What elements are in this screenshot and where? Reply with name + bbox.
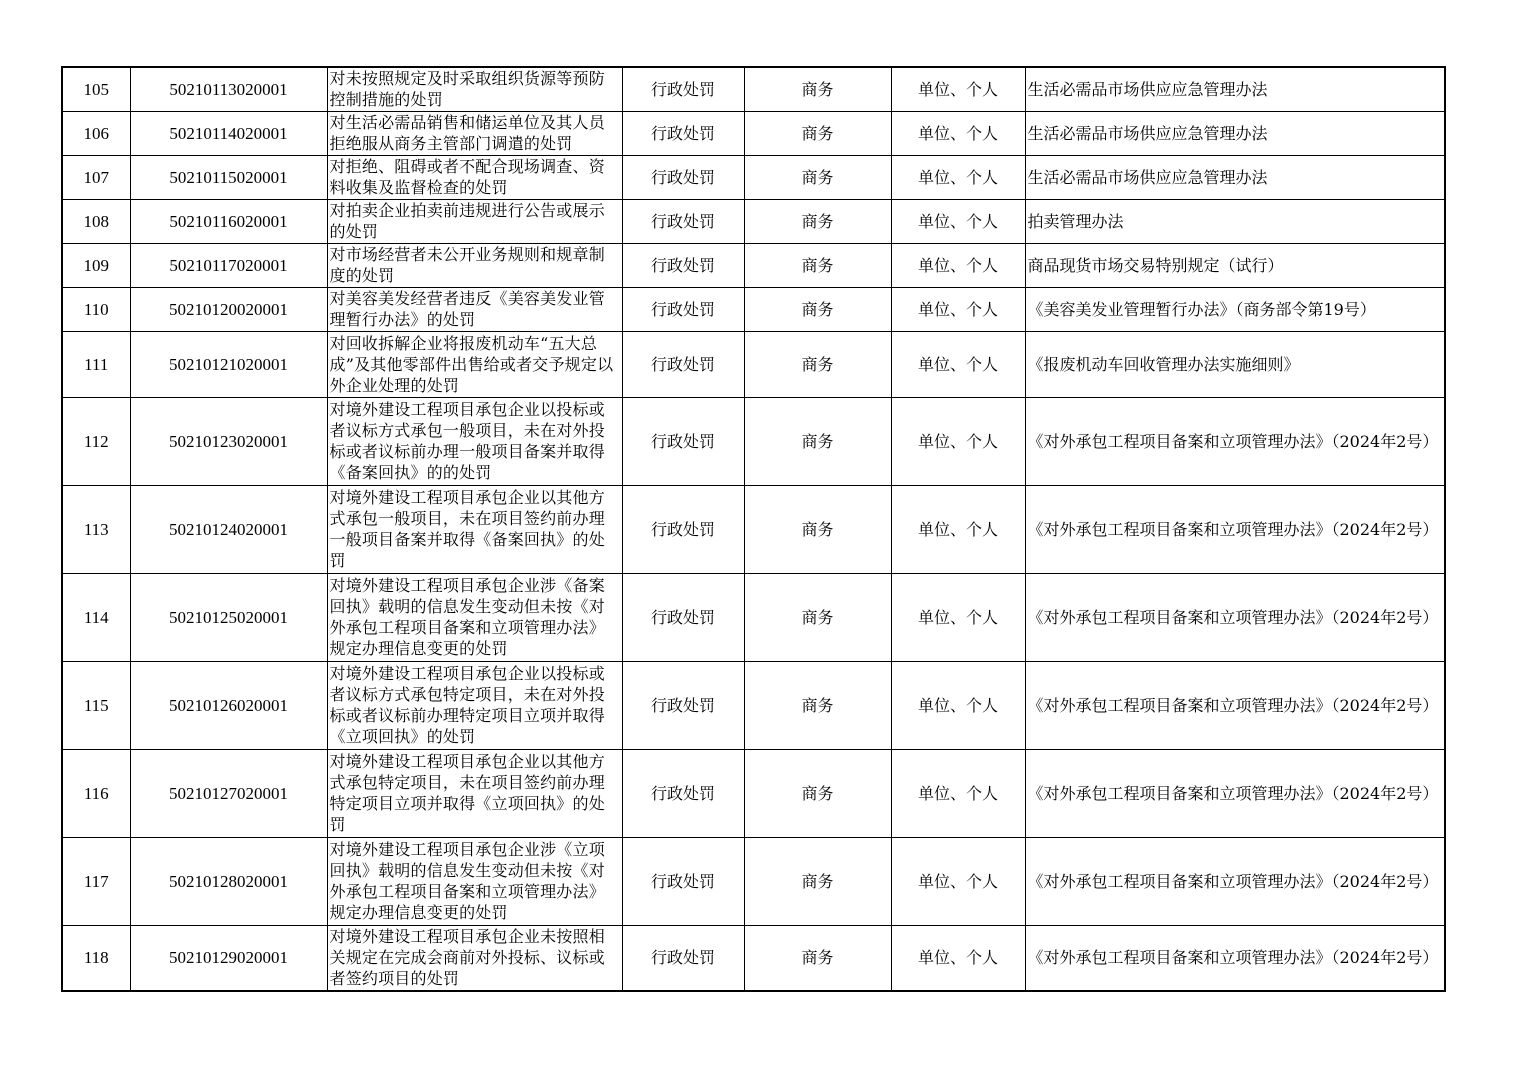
item-code-cell: 50210129020001 [130,925,327,991]
department-cell: 商务 [744,331,891,397]
legal-basis-cell: 拍卖管理办法 [1025,199,1445,243]
item-code-cell: 50210126020001 [130,661,327,749]
item-type-cell: 行政处罚 [622,485,744,573]
item-code-cell: 50210113020001 [130,67,327,111]
item-type-cell: 行政处罚 [622,287,744,331]
target-subject-cell: 单位、个人 [891,485,1025,573]
item-name-cell: 对境外建设工程项目承包企业涉《备案回执》载明的信息发生变动但未按《对外承包工程项目备案和立项管理办法》规定办理信息变更的处罚 [327,573,622,661]
department-cell: 商务 [744,749,891,837]
legal-basis-cell: 《对外承包工程项目备案和立项管理办法》（2024年2号） [1025,749,1445,837]
legal-basis-cell: 《美容美发业管理暂行办法》（商务部令第19号） [1025,287,1445,331]
department-cell: 商务 [744,155,891,199]
department-cell: 商务 [744,661,891,749]
legal-basis-cell: 《对外承包工程项目备案和立项管理办法》（2024年2号） [1025,925,1445,991]
item-type-cell: 行政处罚 [622,573,744,661]
table-row [62,67,1445,111]
item-type-cell: 行政处罚 [622,925,744,991]
item-type-cell: 行政处罚 [622,749,744,837]
target-subject-cell: 单位、个人 [891,243,1025,287]
item-type-cell: 行政处罚 [622,199,744,243]
item-type-cell: 行政处罚 [622,837,744,925]
target-subject-cell: 单位、个人 [891,199,1025,243]
department-cell: 商务 [744,573,891,661]
item-code-cell: 50210117020001 [130,243,327,287]
target-subject-cell: 单位、个人 [891,925,1025,991]
table-row [62,287,1445,331]
item-code-cell: 50210123020001 [130,397,327,485]
item-name-cell: 对未按照规定及时采取组织货源等预防控制措施的处罚 [327,67,622,111]
department-cell: 商务 [744,925,891,991]
item-code-cell: 50210116020001 [130,199,327,243]
department-cell: 商务 [744,243,891,287]
item-code-cell: 50210128020001 [130,837,327,925]
legal-basis-cell: 《对外承包工程项目备案和立项管理办法》（2024年2号） [1025,837,1445,925]
item-name-cell: 对生活必需品销售和储运单位及其人员拒绝服从商务主管部门调遣的处罚 [327,111,622,155]
row-number-cell: 116 [62,749,130,837]
row-number-cell: 107 [62,155,130,199]
target-subject-cell: 单位、个人 [891,573,1025,661]
department-cell: 商务 [744,485,891,573]
table-row [62,837,1445,925]
item-code-cell: 50210127020001 [130,749,327,837]
item-name-cell: 对境外建设工程项目承包企业以其他方式承包一般项目，未在项目签约前办理一般项目备案并取得《备案回执》的处罚 [327,485,622,573]
item-type-cell: 行政处罚 [622,243,744,287]
department-cell: 商务 [744,287,891,331]
table-row [62,749,1445,837]
target-subject-cell: 单位、个人 [891,331,1025,397]
target-subject-cell: 单位、个人 [891,749,1025,837]
table-body [62,67,1445,991]
department-cell: 商务 [744,67,891,111]
target-subject-cell: 单位、个人 [891,837,1025,925]
item-type-cell: 行政处罚 [622,155,744,199]
legal-basis-cell: 《对外承包工程项目备案和立项管理办法》（2024年2号） [1025,661,1445,749]
row-number-cell: 108 [62,199,130,243]
item-name-cell: 对境外建设工程项目承包企业以其他方式承包特定项目，未在项目签约前办理特定项目立项并取得《立项回执》的处罚 [327,749,622,837]
penalty-items-table [61,66,1446,992]
table-row [62,925,1445,991]
legal-basis-cell: 商品现货市场交易特别规定（试行） [1025,243,1445,287]
target-subject-cell: 单位、个人 [891,67,1025,111]
legal-basis-cell: 生活必需品市场供应应急管理办法 [1025,111,1445,155]
target-subject-cell: 单位、个人 [891,397,1025,485]
item-name-cell: 对境外建设工程项目承包企业以投标或者议标方式承包一般项目，未在对外投标或者议标前办理一般项目备案并取得《备案回执》的的处罚 [327,397,622,485]
target-subject-cell: 单位、个人 [891,287,1025,331]
item-code-cell: 50210121020001 [130,331,327,397]
department-cell: 商务 [744,837,891,925]
item-code-cell: 50210125020001 [130,573,327,661]
item-name-cell: 对拒绝、阻碍或者不配合现场调查、资料收集及监督检查的处罚 [327,155,622,199]
row-number-cell: 105 [62,67,130,111]
table-row [62,485,1445,573]
item-name-cell: 对境外建设工程项目承包企业未按照相关规定在完成会商前对外投标、议标或者签约项目的处罚 [327,925,622,991]
department-cell: 商务 [744,199,891,243]
department-cell: 商务 [744,111,891,155]
item-name-cell: 对市场经营者未公开业务规则和规章制度的处罚 [327,243,622,287]
item-type-cell: 行政处罚 [622,397,744,485]
item-name-cell: 对境外建设工程项目承包企业以投标或者议标方式承包特定项目，未在对外投标或者议标前办理特定项目立项并取得《立项回执》的处罚 [327,661,622,749]
row-number-cell: 110 [62,287,130,331]
item-name-cell: 对回收拆解企业将报废机动车“五大总成”及其他零部件出售给或者交予规定以外企业处理的处罚 [327,331,622,397]
table-row [62,661,1445,749]
item-code-cell: 50210120020001 [130,287,327,331]
item-type-cell: 行政处罚 [622,67,744,111]
legal-basis-cell: 生活必需品市场供应应急管理办法 [1025,67,1445,111]
row-number-cell: 117 [62,837,130,925]
item-type-cell: 行政处罚 [622,661,744,749]
target-subject-cell: 单位、个人 [891,661,1025,749]
table-row [62,155,1445,199]
department-cell: 商务 [744,397,891,485]
row-number-cell: 109 [62,243,130,287]
table-row [62,111,1445,155]
table-row [62,199,1445,243]
item-name-cell: 对境外建设工程项目承包企业涉《立项回执》载明的信息发生变动但未按《对外承包工程项目备案和立项管理办法》规定办理信息变更的处罚 [327,837,622,925]
item-code-cell: 50210114020001 [130,111,327,155]
row-number-cell: 106 [62,111,130,155]
table-row [62,243,1445,287]
table-row [62,573,1445,661]
target-subject-cell: 单位、个人 [891,155,1025,199]
row-number-cell: 115 [62,661,130,749]
table-row [62,397,1445,485]
row-number-cell: 114 [62,573,130,661]
legal-basis-cell: 《对外承包工程项目备案和立项管理办法》（2024年2号） [1025,573,1445,661]
item-name-cell: 对美容美发经营者违反《美容美发业管理暂行办法》的处罚 [327,287,622,331]
item-code-cell: 50210115020001 [130,155,327,199]
row-number-cell: 111 [62,331,130,397]
item-type-cell: 行政处罚 [622,331,744,397]
item-type-cell: 行政处罚 [622,111,744,155]
target-subject-cell: 单位、个人 [891,111,1025,155]
legal-basis-cell: 生活必需品市场供应应急管理办法 [1025,155,1445,199]
row-number-cell: 118 [62,925,130,991]
item-code-cell: 50210124020001 [130,485,327,573]
row-number-cell: 113 [62,485,130,573]
legal-basis-cell: 《对外承包工程项目备案和立项管理办法》（2024年2号） [1025,485,1445,573]
table-row [62,331,1445,397]
legal-basis-cell: 《对外承包工程项目备案和立项管理办法》（2024年2号） [1025,397,1445,485]
legal-basis-cell: 《报废机动车回收管理办法实施细则》 [1025,331,1445,397]
item-name-cell: 对拍卖企业拍卖前违规进行公告或展示的处罚 [327,199,622,243]
row-number-cell: 112 [62,397,130,485]
